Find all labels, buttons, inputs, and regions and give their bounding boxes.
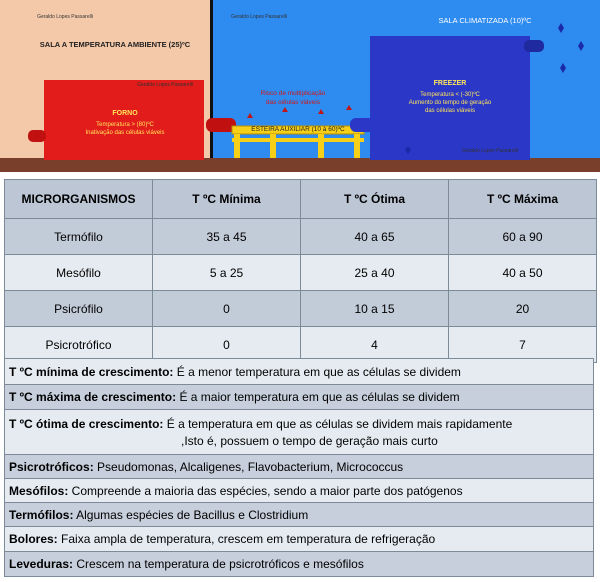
- floor: [0, 158, 600, 172]
- header-min-temp: T ºC Mínima: [153, 180, 301, 219]
- temperature-table: [4, 179, 597, 363]
- cell-opt: 25 a 40: [301, 255, 449, 291]
- definition-yeasts: [4, 551, 594, 577]
- header-microorganisms: MICRORGANISMOS: [5, 180, 153, 219]
- definition-term: T ºC mínima de crescimento:: [9, 364, 174, 379]
- definition-term: T ºC máxima de crescimento:: [9, 390, 177, 404]
- definition-text: Algumas espécies de Bacillus e Clostridium: [73, 507, 309, 522]
- definition-term: Psicrotróficos:: [9, 459, 94, 474]
- row-label: Mesófilo: [5, 255, 153, 291]
- definition-thermophiles: [4, 502, 594, 527]
- oven-inlet: [28, 130, 46, 142]
- row-label: Psicrófilo: [5, 291, 153, 327]
- definition-min: [4, 358, 594, 385]
- table-row: [5, 255, 597, 291]
- cell-opt: 10 a 15: [301, 291, 449, 327]
- cell-max: 40 a 50: [449, 255, 597, 291]
- cell-max: 20: [449, 291, 597, 327]
- table-row: [5, 219, 597, 255]
- header-max-temp: T ºC Máxima: [449, 180, 597, 219]
- cell-opt: 4: [301, 327, 449, 363]
- header-opt-temp: T ºC Ótima: [301, 180, 449, 219]
- definition-text: Crescem na temperatura de psicrotróficos e mesófilos: [73, 557, 364, 571]
- definition-text: É a menor temperatura em que as células se dividem: [173, 364, 461, 379]
- conveyor-risk-line2: das células viáveis: [265, 99, 321, 106]
- freezer-effect-line2: das células viáveis: [424, 108, 476, 114]
- cell-max: 60 a 90: [449, 219, 597, 255]
- oven-temperature: Temperatura > (80)ºC: [96, 122, 154, 128]
- conveyor-leg: [318, 134, 324, 158]
- freezer-temperature: Temperatura < (-30)ºC: [420, 92, 480, 98]
- conveyor-leg: [234, 134, 240, 158]
- definition-text-continued: ,Isto é, possuem o tempo de geração mais curto: [181, 433, 438, 448]
- row-label: Psicrotrófico: [5, 327, 153, 363]
- oven: [44, 80, 204, 160]
- conveyor-leg: [354, 134, 360, 158]
- author-signature-2: Geraldo Lopes Passarelli: [231, 14, 287, 20]
- definition-term: T ºC ótima de crescimento:: [9, 416, 164, 431]
- definition-term: Leveduras:: [9, 557, 74, 571]
- conveyor-risk-line1: Risco de multiplicação: [260, 90, 326, 97]
- definition-opt: [4, 409, 594, 455]
- freezer-effect-line1: Aumento do tempo de geração: [408, 100, 492, 106]
- oven-title: FORNO: [112, 110, 138, 117]
- cell-min: 35 a 45: [153, 219, 301, 255]
- definition-text: Compreende a maioria das espécies, sendo a maior parte dos patógenos: [68, 483, 463, 498]
- definition-molds: [4, 526, 594, 552]
- cell-opt: 40 a 65: [301, 219, 449, 255]
- cell-min: 0: [153, 327, 301, 363]
- cell-max: 7: [449, 327, 597, 363]
- definition-term: Bolores:: [9, 532, 58, 546]
- room-divider: [210, 0, 213, 160]
- definition-max: [4, 384, 594, 410]
- oven-signature: Geraldo Lopes Passarelli: [137, 82, 193, 88]
- cell-min: 5 a 25: [153, 255, 301, 291]
- conveyor-rail: [232, 138, 364, 142]
- definition-text: É a maior temperatura em que as células se dividem: [176, 390, 460, 404]
- table-row: [5, 291, 597, 327]
- definition-psychrotrophs: [4, 454, 594, 479]
- process-illustration: [0, 0, 600, 172]
- definition-term: Mesófilos:: [9, 483, 69, 498]
- ambient-room-label: SALA A TEMPERATURA AMBIENTE (25)ºC: [39, 40, 191, 49]
- definition-text: É a temperatura em que as células se dividem mais rapidamente: [163, 416, 513, 431]
- definition-term: Termófilos:: [9, 507, 74, 522]
- definition-mesophiles: [4, 478, 594, 503]
- freezer-outlet: [524, 40, 544, 52]
- conveyor-label: ESTEIRA AUXILIAR (10 à 60)ºC: [251, 126, 345, 133]
- row-label: Termófilo: [5, 219, 153, 255]
- cell-min: 0: [153, 291, 301, 327]
- author-signature: Geraldo Lopes Passarelli: [37, 14, 93, 20]
- climatized-room-label: SALA CLIMATIZADA (10)ºC: [438, 16, 532, 25]
- table-header-row: [5, 180, 597, 219]
- freezer-signature: Geraldo Lopes Passarelli: [462, 148, 518, 154]
- definition-text: Faixa ampla de temperatura, crescem em temperatura de refrigeração: [57, 532, 436, 546]
- definition-text: Pseudomonas, Alcaligenes, Flavobacterium, Micrococcus: [93, 459, 404, 474]
- freezer-title: FREEZER: [433, 80, 467, 87]
- conveyor-leg: [270, 134, 276, 158]
- oven-effect: Inativação das células viáveis: [85, 130, 165, 136]
